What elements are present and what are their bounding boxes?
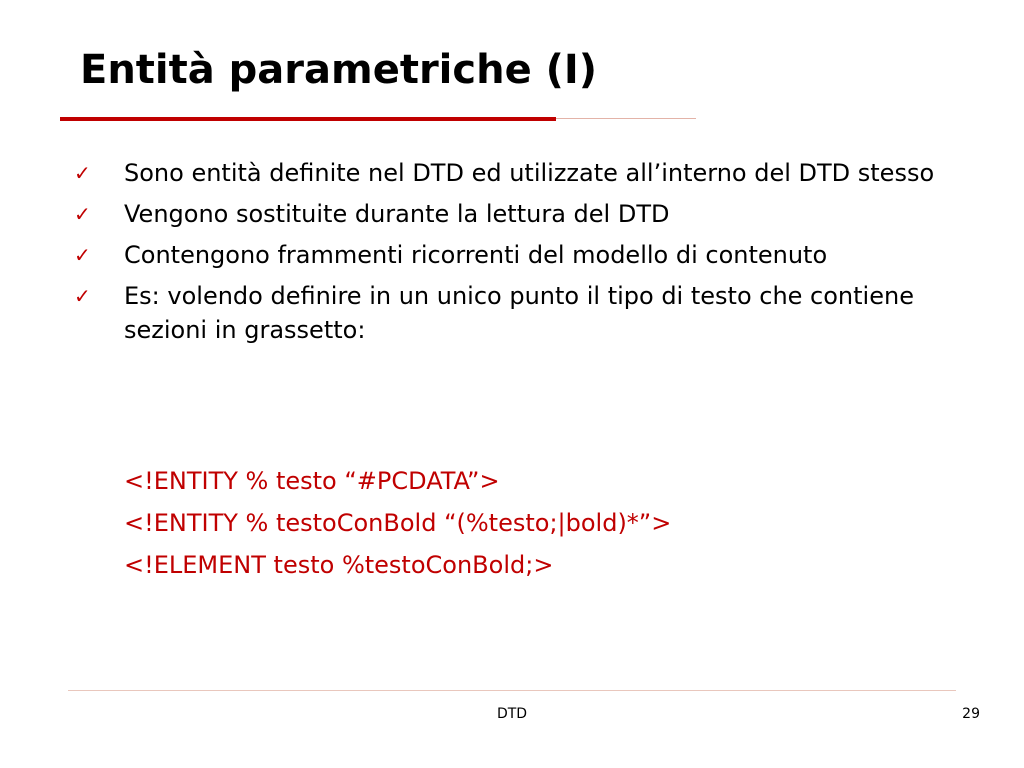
footer-divider bbox=[68, 690, 956, 691]
bullet-item bbox=[74, 238, 954, 272]
bullet-text: Sono entità definite nel DTD ed utilizzate all’interno del DTD stesso bbox=[124, 159, 935, 187]
code-line: <!ENTITY % testo “#PCDATA”> bbox=[124, 467, 500, 495]
page-number: 29 bbox=[962, 706, 980, 722]
bullet-text: Contengono frammenti ricorrenti del modello di contenuto bbox=[124, 241, 828, 269]
bullet-text: Vengono sostituite durante la lettura del DTD bbox=[124, 200, 670, 228]
footer-label: DTD bbox=[496, 706, 528, 722]
checkmark-icon: ✓ bbox=[74, 284, 91, 308]
title-underline-thin bbox=[556, 118, 696, 119]
code-line: <!ENTITY % testoConBold “(%testo;|bold)*”> bbox=[124, 509, 672, 537]
code-example bbox=[124, 460, 671, 586]
checkmark-icon: ✓ bbox=[74, 202, 91, 226]
checkmark-icon: ✓ bbox=[74, 161, 91, 185]
code-line: <!ELEMENT testo %testoConBold;> bbox=[124, 551, 554, 579]
bullet-item bbox=[74, 156, 954, 190]
bullet-item bbox=[74, 197, 954, 231]
bullet-item bbox=[74, 279, 954, 347]
slide-title: Entità parametriche (I) bbox=[80, 47, 598, 93]
title-underline-thick bbox=[60, 117, 556, 121]
bullet-list bbox=[74, 156, 954, 354]
checkmark-icon: ✓ bbox=[74, 243, 91, 267]
bullet-text: Es: volendo definire in un unico punto il tipo di testo che contiene sezioni in grassetto: bbox=[124, 282, 914, 344]
